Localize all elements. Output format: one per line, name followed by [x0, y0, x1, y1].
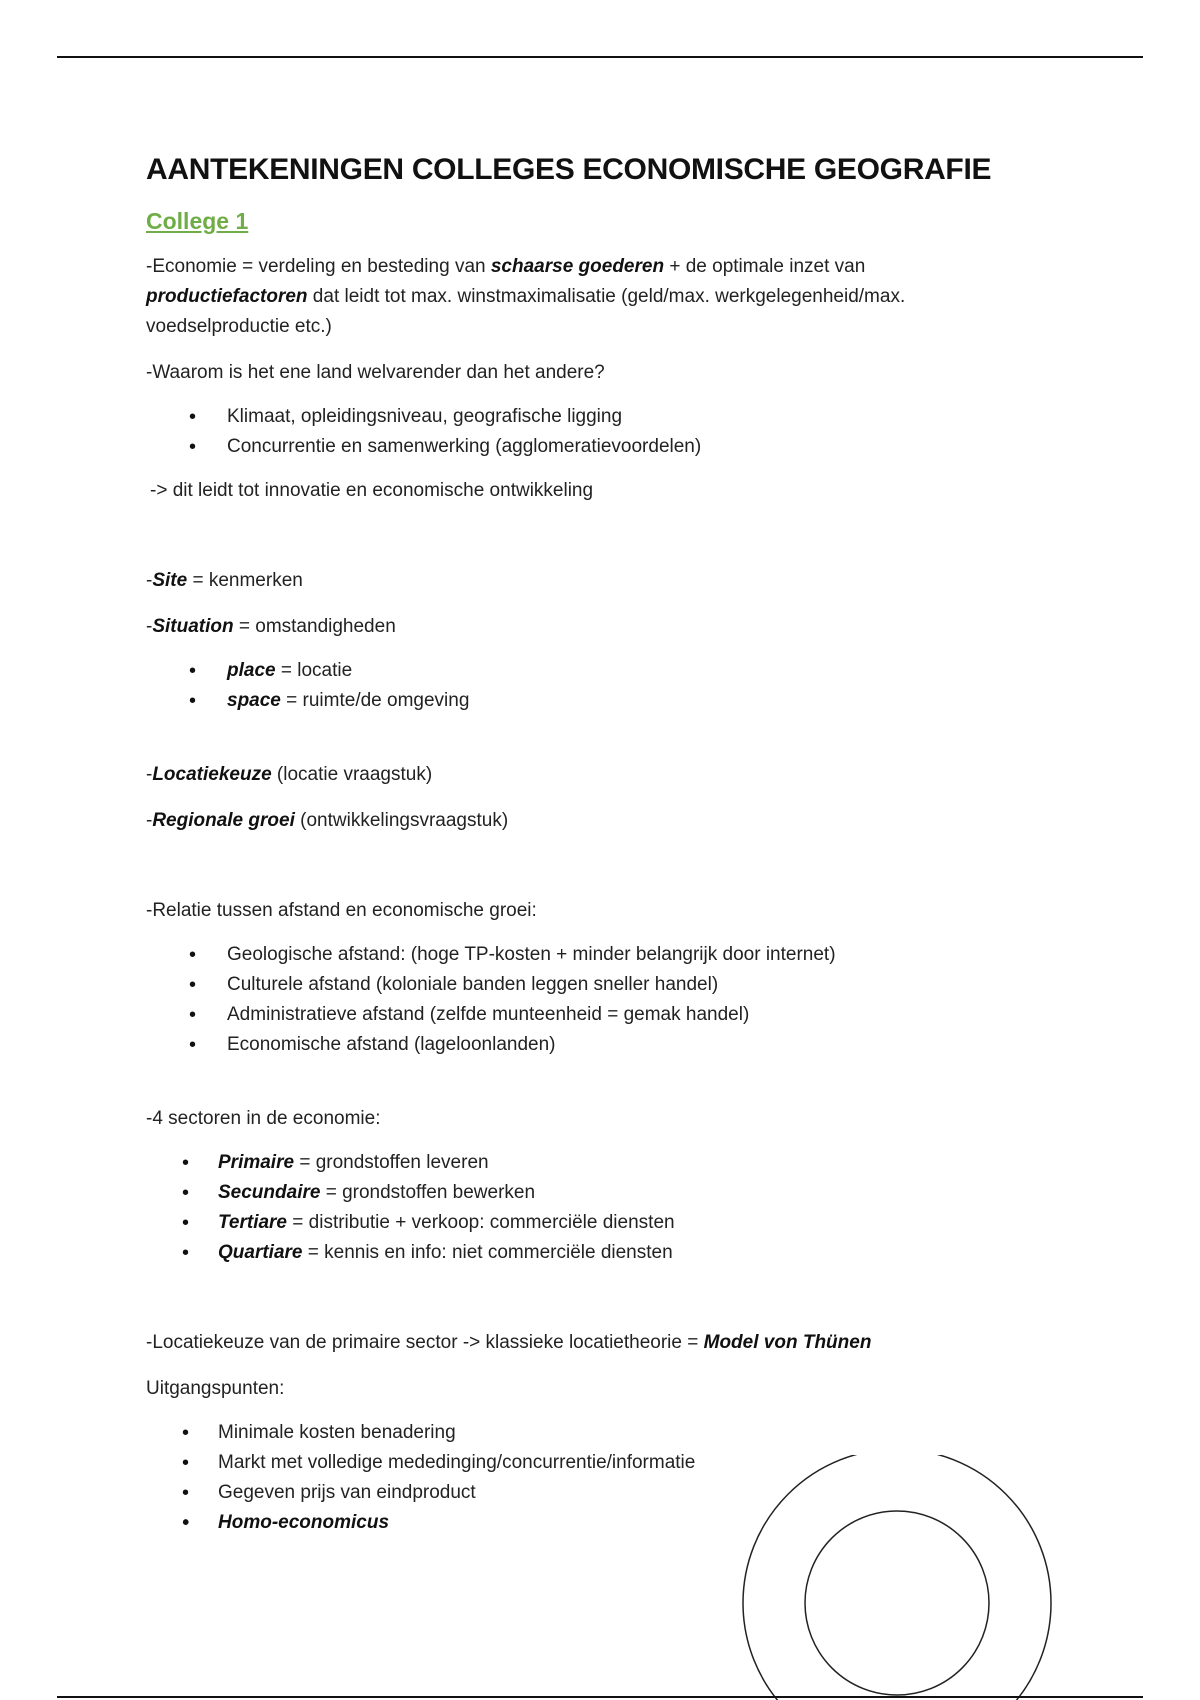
list-item: • Tertiare = distributie + verkoop: commerciële diensten [146, 1208, 1076, 1238]
list-item: • Homo-economicus [146, 1508, 1076, 1538]
welvaart-list [146, 402, 1076, 462]
situation-list [146, 656, 1076, 716]
college-heading: College 1 [146, 208, 249, 234]
term-productiefactoren: productiefactoren [146, 286, 308, 307]
von-thunen-rings-svg [740, 1455, 1055, 1700]
list-item: • Concurrentie en samenwerking (agglomeratievoordelen) [146, 432, 1076, 462]
sectoren-heading: -4 sectoren in de economie: [146, 1108, 381, 1129]
document-body [146, 150, 1076, 1538]
list-item: • space = ruimte/de omgeving [146, 686, 1076, 716]
list-item: • Quartiare = kennis en info: niet commerciële diensten [146, 1238, 1076, 1268]
von-thunen-rings-diagram [740, 1455, 1055, 1700]
inner-ring [805, 1511, 989, 1695]
economie-paragraph: -Economie = verdeling en besteding van schaarse goederen + de optimale inzet van productiefactoren dat leidt tot max. winstmaximalisatie (geld/max. werkgelegenheid/max. voedselproductie etc.) [146, 256, 906, 337]
list-item: • Markt met volledige mededinging/concurrentie/informatie [146, 1448, 1076, 1478]
situation-line: -Situation = omstandigheden [146, 616, 396, 637]
footer-rule [57, 1696, 1143, 1698]
list-item: • Minimale kosten benadering [146, 1418, 1076, 1448]
list-item: • Culturele afstand (koloniale banden leggen sneller handel) [146, 970, 1076, 1000]
term-model-von-thunen: Model von Thünen [703, 1332, 872, 1353]
welvaart-result: -> dit leidt tot innovatie en economische ontwikkeling [150, 480, 594, 501]
term-site: Site [152, 570, 188, 591]
outer-ring [743, 1455, 1051, 1700]
list-item: • Primaire = grondstoffen leveren [146, 1148, 1076, 1178]
list-item: • Secundaire = grondstoffen bewerken [146, 1178, 1076, 1208]
primaire-sector-line: -Locatiekeuze van de primaire sector -> klassieke locatietheorie = Model von Thünen [146, 1332, 872, 1353]
term-locatiekeuze: Locatiekeuze [152, 764, 272, 785]
afstand-list [146, 940, 1076, 1060]
document-title: AANTEKENINGEN COLLEGES ECONOMISCHE GEOGRAFIE [146, 153, 992, 186]
list-item: • Geologische afstand: (hoge TP-kosten + minder belangrijk door internet) [146, 940, 1076, 970]
locatiekeuze-line: -Locatiekeuze (locatie vraagstuk) [146, 764, 433, 785]
site-line: -Site = kenmerken [146, 570, 303, 591]
header-rule [57, 56, 1143, 58]
regionale-groei-line: -Regionale groei (ontwikkelingsvraagstuk) [146, 810, 509, 831]
welvaart-question: -Waarom is het ene land welvarender dan het andere? [146, 362, 605, 383]
list-item: • Economische afstand (lageloonlanden) [146, 1030, 1076, 1060]
sectoren-list [146, 1148, 1076, 1268]
term-situation: Situation [152, 616, 234, 637]
list-item: • place = locatie [146, 656, 1076, 686]
list-item: • Klimaat, opleidingsniveau, geografische ligging [146, 402, 1076, 432]
list-item: • Administratieve afstand (zelfde munteenheid = gemak handel) [146, 1000, 1076, 1030]
afstand-heading: -Relatie tussen afstand en economische groei: [146, 900, 537, 921]
uitgangspunten-heading: Uitgangspunten: [146, 1378, 285, 1399]
term-regionale-groei: Regionale groei [152, 810, 295, 831]
list-item: • Gegeven prijs van eindproduct [146, 1478, 1076, 1508]
term-schaarse-goederen: schaarse goederen [490, 256, 665, 277]
